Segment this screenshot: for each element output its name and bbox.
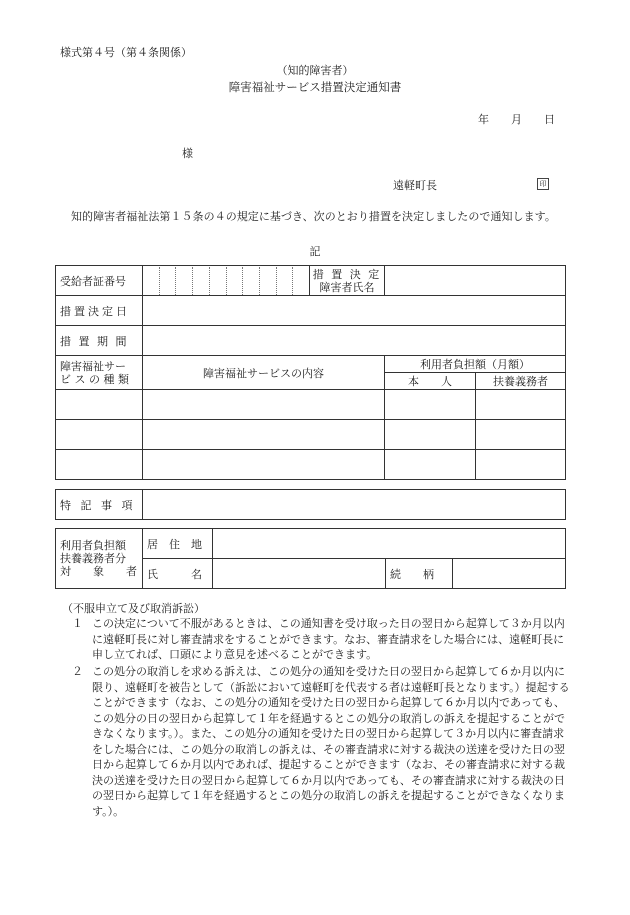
service-content-cell[interactable] — [143, 420, 385, 450]
special-notes-field[interactable] — [143, 490, 566, 520]
issuer-name: 遠軽町長 — [393, 179, 437, 192]
period-label: 措 置 期 間 — [56, 326, 143, 356]
service-row — [56, 390, 566, 420]
special-notes-table — [55, 489, 566, 520]
note-item-1 — [72, 616, 572, 663]
form-number: 様式第４号（第４条関係） — [60, 46, 192, 59]
service-type-cell[interactable] — [56, 390, 143, 420]
relation-field[interactable] — [453, 559, 566, 589]
service-type-label-line2: ビ ス の 種 類 — [60, 372, 129, 386]
name-field[interactable] — [213, 559, 386, 589]
decision-date-field[interactable] — [143, 296, 566, 326]
recipient-no-digit-boxes — [143, 267, 309, 295]
address-label: 居 住 地 — [143, 529, 213, 559]
recipient-no-label: 受給者証番号 — [56, 266, 143, 296]
supporter-target-table — [55, 528, 566, 589]
service-row — [56, 450, 566, 480]
decision-date-label: 措置決定日 — [56, 296, 143, 326]
note-text: この決定について不服があるときは、この通知書を受け取った日の翌日から起算して３か月以内に遠軽町長に対し審査請求をすることができます。なお、審査請求をした場合には、遠軽町長に申し立てれば、口頭により意見を述べることができます。 — [92, 617, 565, 661]
service-type-cell[interactable] — [56, 420, 143, 450]
supporter-burden-cell[interactable] — [476, 390, 566, 420]
service-type-label — [56, 356, 143, 390]
service-content-label: 障害福祉サービスの内容 — [143, 356, 385, 390]
target-label-line3: 対 象 者 — [60, 565, 137, 578]
ki-heading: 記 — [309, 245, 321, 258]
address-field[interactable] — [213, 529, 566, 559]
recipient-no-field[interactable] — [143, 266, 310, 296]
decided-name-label — [310, 266, 385, 296]
period-field[interactable] — [143, 326, 566, 356]
date-month-label: 月 — [511, 113, 522, 126]
target-label-line1: 利用者負担額 — [60, 539, 126, 552]
service-row — [56, 420, 566, 450]
document-subtitle: （知的障害者） — [276, 64, 354, 77]
note-item-2 — [72, 664, 572, 819]
supporter-burden-cell[interactable] — [476, 420, 566, 450]
note-text: この処分の取消しを求める訴えは、この処分の通知を受けた日の翌日から起算して６か月以内に限り、遠軽町を被告として（訴訟において遠軽町を代表する者は遠軽町長となります。）提起することができます（なお、この処分の通知を受けた日の翌日から起算して６か月以内であっても、この処分の日の翌日から起算して１年を経過するとこの処分の取消しの訴えを提起することができなくなります。）。また、この処分の通知を受けた日の翌日から起算して３か月以内に審査請求をした場合には、この処分の取消しの訴えは、その審査請求に対する裁決の送達を受けた日の翌日から起算して６か月以内であれば、提起することができます（なお、その審査請求に対する裁決の送達を受けた日の翌日から起算して６か月以内であっても、その審査請求に対する裁決の日の翌日から起算して１年を経過するとこの処分の取消しの訴えを提起することができなくなります。）。 — [92, 665, 570, 818]
service-decision-table — [55, 265, 566, 480]
date-line — [478, 111, 555, 127]
note-number: ２ — [72, 665, 83, 678]
service-content-cell[interactable] — [143, 390, 385, 420]
service-type-label-line1: 障害福祉サー — [60, 359, 126, 373]
date-year-label: 年 — [478, 113, 489, 126]
service-type-cell[interactable] — [56, 450, 143, 480]
seal-mark: 印 — [537, 178, 549, 190]
self-burden-cell[interactable] — [385, 390, 476, 420]
decided-name-field[interactable] — [385, 266, 566, 296]
document-title: 障害福祉サービス措置決定通知書 — [228, 80, 402, 94]
decided-name-label-line2: 障害者氏名 — [319, 280, 375, 294]
notes-heading: （不服申立て及び取消訴訟） — [62, 602, 205, 615]
supporter-burden-cell[interactable] — [476, 450, 566, 480]
self-label: 本 人 — [385, 373, 476, 390]
addressee-suffix: 様 — [182, 147, 193, 160]
burden-label: 利用者負担額（月額） — [385, 356, 566, 373]
date-day-label: 日 — [544, 113, 555, 126]
body-paragraph: 知的障害者福祉法第１５条の４の規定に基づき、次のとおり措置を決定しましたので通知します。 — [71, 210, 556, 223]
relation-label: 続 柄 — [386, 559, 453, 589]
service-content-cell[interactable] — [143, 450, 385, 480]
self-burden-cell[interactable] — [385, 450, 476, 480]
name-label: 氏 名 — [143, 559, 213, 589]
note-number: １ — [72, 617, 83, 630]
target-label-line2: 扶養義務者分 — [60, 552, 126, 565]
decided-name-label-line1: 措 置 決 定 — [312, 267, 382, 281]
self-burden-cell[interactable] — [385, 420, 476, 450]
target-label — [56, 529, 143, 589]
special-notes-label: 特 記 事 項 — [56, 490, 143, 520]
supporter-label: 扶養義務者 — [476, 373, 566, 390]
